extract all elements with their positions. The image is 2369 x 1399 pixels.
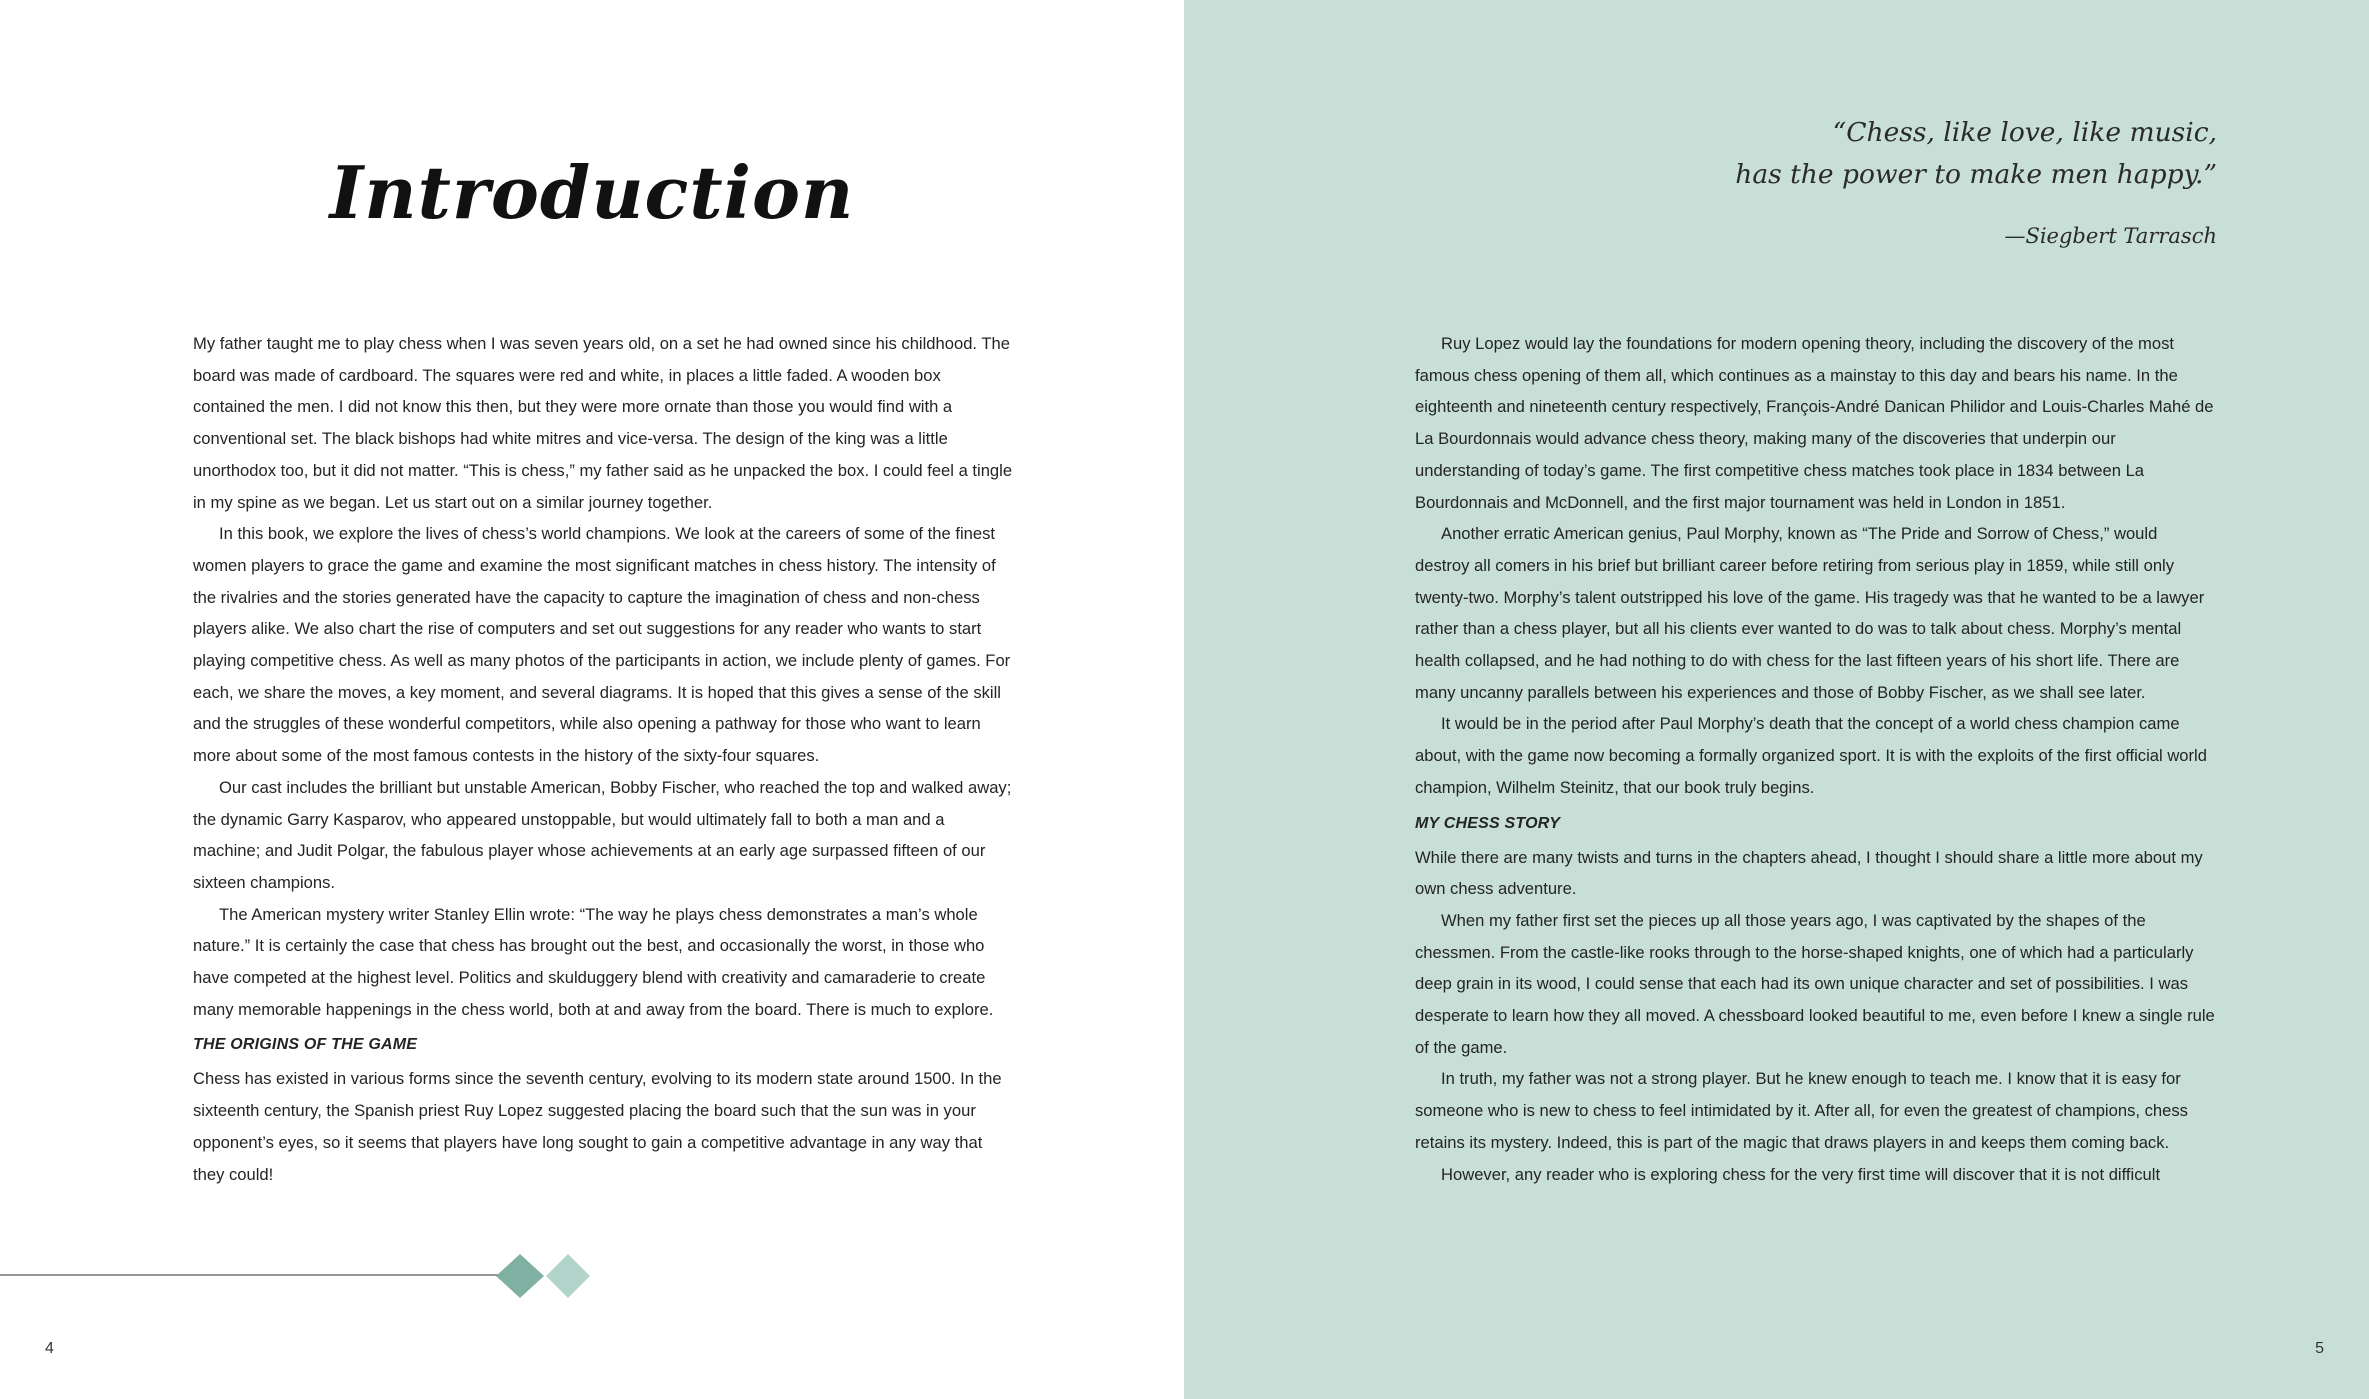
paragraph: The American mystery writer Stanley Ellin wrote: “The way he plays chess demonstrates a man’s whole nature.” It is certainly the case that chess has brought out the best, and occasionally the worst, in those who have competed at the highest level. Politics and skulduggery blend with creativity and camaraderie to create many memorable happenings in the chess world, both at and away from the board. There is much to explore. [193, 904, 994, 1019]
chapter-title: Introduction [329, 150, 855, 235]
quote-line: has the power to make men happy.” [1735, 159, 2217, 190]
page-number-right: 5 [2315, 1340, 2324, 1357]
quote-line: “Chess, like love, like music, [1832, 117, 2217, 148]
paragraph: Our cast includes the brilliant but unstable American, Bobby Fischer, who reached the top and walked away; the dynamic Garry Kasparov, who appeared unstoppable, but would ultimately fall to both a man and a machine; and Judit Polgar, the fabulous player whose achievements at an early age surpassed fifteen of our sixteen champions. [193, 777, 1012, 892]
paragraph: While there are many twists and turns in the chapters ahead, I thought I should share a little more about my own chess adventure. [1415, 847, 2203, 899]
left-page [0, 0, 1184, 1399]
paragraph: In this book, we explore the lives of chess’s world champions. We look at the careers of some of the finest women players to grace the game and examine the most significant matches in chess history. The intensity of the rivalries and the stories generated have the capacity to capture the imagination of chess and non-chess players alike. We also chart the rise of computers and set out suggestions for any reader who wants to start playing competitive chess. As well as many photos of the participants in action, we include plenty of games. For each, we share the moves, a key moment, and several diagrams. It is hoped that this gives a sense of the skill and the struggles of these wonderful competitors, while also opening a pathway for those who want to learn more about some of the most famous contests in the history of the sixty-four squares. [193, 524, 1011, 766]
paragraph: In truth, my father was not a strong player. But he knew enough to teach me. I know that it is easy for someone who is new to chess to feel intimidated by it. After all, for even the greatest of champions, chess retains its mystery. Indeed, this is part of the magic that draws players in and keeps them coming back. [1415, 1069, 2188, 1152]
paragraph: My father taught me to play chess when I was seven years old, on a set he had owned since his childhood. The board was made of cardboard. The squares were red and white, in places a little faded. A wooden box contained the men. I did not know this then, but they were more ornate than those you would find with a conventional set. The black bishops had white mitres and vice-versa. The design of the king was a little unorthodox too, but it did not matter. “This is chess,” my father said as he unpacked the box. I could feel a tingle in my spine as we began. Let us start out on a similar journey together. [193, 334, 1013, 512]
ornament-diamond-dark [496, 1254, 544, 1298]
epigraph-quote [1735, 112, 2217, 196]
paragraph: Chess has existed in various forms since the seventh century, evolving to its modern state around 1500. In the sixteenth century, the Spanish priest Ruy Lopez suggested placing the board such that the sun was in your opponent’s eyes, so it seems that players have long sought to gain a competitive advantage in any way that they could! [193, 1069, 1002, 1184]
right-body-text [1415, 328, 2215, 1190]
quote-attribution: —Siegbert Tarrasch [2004, 224, 2217, 248]
diamond-ornament [0, 1246, 600, 1306]
ornament-diamond-light [546, 1254, 590, 1298]
section-heading-my-chess-story: MY CHESS STORY [1415, 814, 1561, 832]
page-number-left: 4 [45, 1340, 54, 1357]
paragraph: However, any reader who is exploring chess for the very first time will discover that it is not difficult [1441, 1164, 2161, 1184]
paragraph: Another erratic American genius, Paul Morphy, known as “The Pride and Sorrow of Chess,” would destroy all comers in his brief but brilliant career before retiring from serious play in 1859, while still only twenty-two. Morphy’s talent outstripped his love of the game. His tragedy was that he wanted to be a lawyer rather than a chess player, but all his clients ever wanted to do was to talk about chess. Morphy’s mental health collapsed, and he had nothing to do with chess for the last fifteen years of his short life. There are many uncanny parallels between his experiences and those of Bobby Fischer, as we shall see later. [1415, 524, 2205, 702]
paragraph: It would be in the period after Paul Morphy’s death that the concept of a world chess champion came about, with the game now becoming a formally organized sport. It is with the exploits of the first official world champion, Wilhelm Steinitz, that our book truly begins. [1415, 714, 2207, 797]
paragraph: Ruy Lopez would lay the foundations for modern opening theory, including the discovery of the most famous chess opening of them all, which continues as a mainstay to this day and bears his name. In the eighteenth and nineteenth century respectively, François-André Danican Philidor and Louis-Charles Mahé de La Bourdonnais would advance chess theory, making many of the discoveries that underpin our understanding of today’s game. The first competitive chess matches took place in 1834 between La Bourdonnais and McDonnell, and the first major tournament was held in London in 1851. [1415, 334, 2214, 512]
paragraph: When my father first set the pieces up all those years ago, I was captivated by the shapes of the chessmen. From the castle-like rooks through to the horse-shaped knights, one of which had a particularly deep grain in its wood, I could sense that each had its own unique character and set of possibilities. I was desperate to learn how they all moved. A chessboard looked beautiful to me, even before I knew a single rule of the game. [1415, 910, 2215, 1057]
section-heading-origins: THE ORIGINS OF THE GAME [193, 1036, 418, 1054]
left-body-text [193, 328, 1013, 1190]
